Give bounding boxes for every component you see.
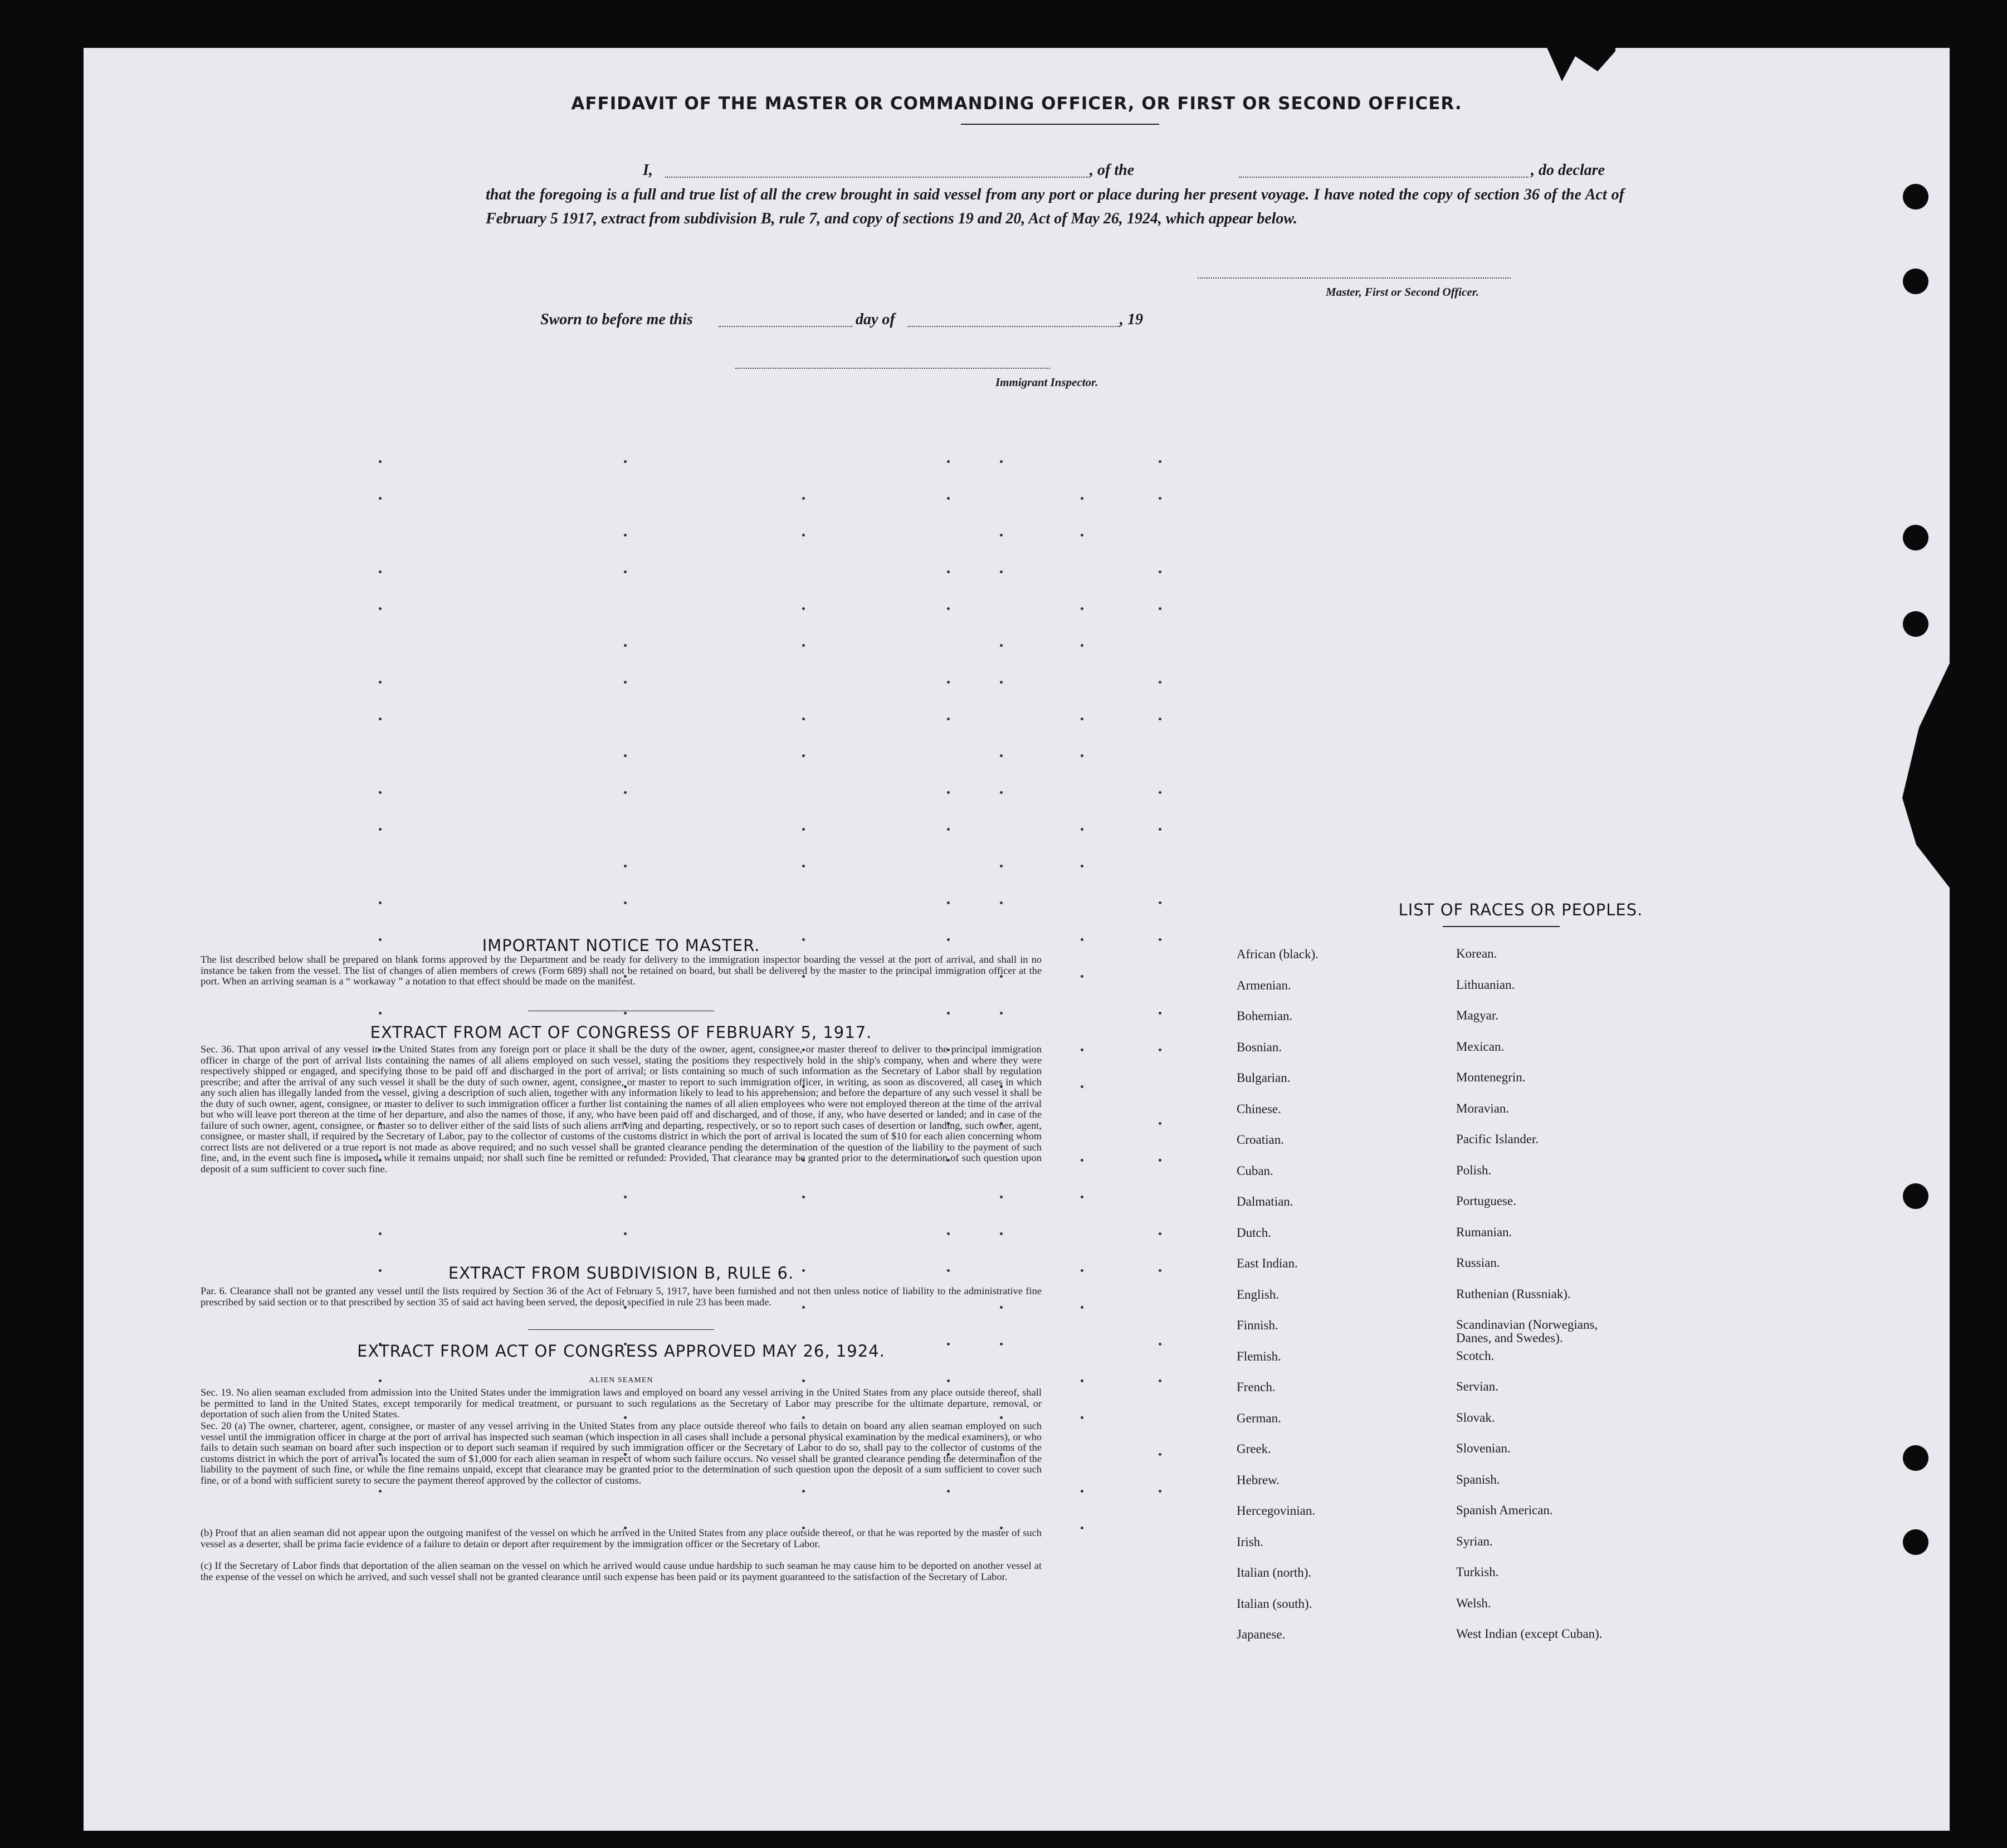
rule-6-divider — [528, 1329, 714, 1330]
faint-dot — [947, 1232, 950, 1235]
faint-dot — [1081, 1196, 1083, 1198]
faint-dot — [947, 571, 950, 573]
faint-dot — [947, 607, 950, 610]
race-item: Hebrew. — [1237, 1472, 1280, 1487]
rule-6-title: EXTRACT FROM SUBDIVISION B, RULE 6. — [448, 1264, 794, 1283]
race-item: Finnish. — [1237, 1318, 1278, 1332]
race-item: Chinese. — [1237, 1101, 1281, 1116]
faint-dot — [1159, 571, 1161, 573]
faint-dot — [802, 534, 805, 537]
race-item: Spanish. — [1456, 1472, 1500, 1486]
signature-blank[interactable] — [1198, 277, 1511, 279]
race-item: Bosnian. — [1237, 1040, 1282, 1054]
faint-dot — [947, 828, 950, 831]
faint-dot — [379, 791, 382, 794]
inspector-signature-blank[interactable] — [735, 368, 1050, 369]
race-item: Italian (north). — [1237, 1566, 1312, 1579]
punch-hole — [1903, 1183, 1928, 1209]
faint-dot — [1081, 1159, 1083, 1162]
races-title: LIST OF RACES OR PEOPLES. — [1398, 900, 1643, 919]
faint-dot — [1159, 460, 1161, 463]
faint-dot — [1081, 828, 1083, 831]
race-item: Hercegovinian. — [1237, 1504, 1316, 1518]
race-item: Dalmatian. — [1237, 1194, 1293, 1208]
race-item: Slovak. — [1456, 1410, 1495, 1425]
race-item: Italian (south). — [1237, 1596, 1312, 1611]
faint-dot — [1000, 460, 1003, 463]
extract-1917-body: Sec. 36. That upon arrival of any vessel in the United States from any foreign port or place it shall be the duty of the owner, agent, consignee, or master thereof to deliver to the principal immigration officer in charge of the port of arrival lists containing the names of all aliens employed on such vessel, stating the positions they respectively hold in the ship's company, when and where they were respectively shipped or engaged, and specifying those to be paid off and discharged in the port of arrival; or lists containing so much of such information as the Secretary of Labor shall by regulation prescribe; and after the arrival of any such vessel it shall be the duty of such owner, agent, consignee, or master to report to such immigration officer, in writing, as soon as discovered, all cases in which any such alien has illegally landed from the vessel, giving a description of such alien, together with any information likely to lead to his apprehension; and before the departure of any such vessel it shall be the duty of such owner, agent, consignee, or master to deliver to such immigration officer a further list containing the names of all alien employees who were not employed thereon at the time of the arrival but who will leave port thereon at the time of her departure, and also the names of those, if any, who have been paid off and discharged, and of those, if any, who have deserted or landed; and in case of the failure of such owner, agent, consignee, or master so to deliver either of the said lists of such aliens arriving and departing, respectively, or so to report such cases of desertion or landing, such owner, agent, consignee, or master shall, if required by the Secretary of Labor, pay to the collector of customs of the customs district in which the port of arrival is located the sum of $10 for each alien concerning whom correct lists are not delivered or a true report is not made as above required; and no such vessel shall be granted clearance pending the determination of the question of the liability to the payment of such fine, and, in the event such fine is imposed, while it remains unpaid; nor shall such fine be remitted or refunded: Provided, That clearance may be granted prior to the determination of such question upon deposit of a sum sufficient to cover such fine. — [201, 1044, 1042, 1174]
faint-dot — [1081, 865, 1083, 867]
name-blank[interactable] — [665, 177, 1088, 178]
race-item: Mexican. — [1456, 1039, 1505, 1054]
race-item: West Indian (except Cuban). — [1456, 1627, 1603, 1641]
faint-dot — [624, 644, 627, 647]
race-item: Welsh. — [1456, 1596, 1491, 1610]
race-item: Ruthenian (Russniak). — [1456, 1286, 1571, 1301]
extract-1924-title: EXTRACT FROM ACT OF CONGRESS APPROVED MAY 26, 1924. — [357, 1342, 885, 1361]
faint-dot — [947, 791, 950, 794]
punch-hole — [1903, 611, 1928, 637]
faint-dot — [1159, 718, 1161, 720]
faint-dot — [802, 754, 805, 757]
faint-dot — [379, 460, 382, 463]
faint-dot — [947, 497, 950, 500]
faint-dot — [1081, 754, 1083, 757]
corner-mark: 3 — [1922, 1722, 1933, 1747]
declaration-of-the: , of the — [1090, 162, 1135, 179]
faint-dot — [802, 607, 805, 610]
faint-dot — [1000, 901, 1003, 904]
faint-dot — [947, 718, 950, 720]
race-item: English. — [1237, 1287, 1280, 1301]
declaration-I: I, — [643, 162, 653, 179]
faint-dot — [1159, 1122, 1161, 1125]
faint-dot — [379, 497, 382, 500]
race-item: Bohemian. — [1237, 1009, 1293, 1023]
faint-dot — [1081, 1527, 1083, 1529]
race-item: Cuban. — [1237, 1163, 1273, 1178]
declaration-body: that the foregoing is a full and true list of all the crew brought in said vessel from any port or place during her present voyage. I have noted the copy of section 36 of the Act of February 5 1917, extract from subdivision B, rule 7, and copy of sections 19 and 20, Act of May 26, 1924, which appear below. — [486, 186, 1624, 227]
faint-dot — [1081, 1490, 1083, 1493]
faint-dot — [624, 1012, 627, 1015]
faint-dot — [379, 718, 382, 720]
race-item: Servian. — [1456, 1379, 1499, 1393]
extract-1924-sec20a: Sec. 20 (a) The owner, charterer, agent, consignee, or master of any vessel arriving in the United States from any place outside thereof who fails to detain on board any alien seaman employed on such vessel until the immigration officer in charge at the port of arrival has inspected such seaman (which inspection in all cases shall include a personal physical examination by the medical examiners), or who fails to detain such seaman on board after such inspection or to deport such seaman if required by such immigration officer or the Secretary of Labor to do so, shall pay to the collector of customs of the customs district in which the port of arrival is located the sum of $1,000 for each alien seaman in respect of whom such failure occurs. No vessel shall be granted clearance pending the determination of the liability to the payment of such fine, or while the fine remains unpaid, except that clearance may be granted prior to the determination of such question upon the deposit of a sum sufficient to cover such fine, or of a bond with sufficient surety to secure the payment thereof approved by the collector of customs. — [201, 1420, 1042, 1486]
vessel-blank[interactable] — [1239, 177, 1529, 178]
faint-dot — [379, 607, 382, 610]
race-item: Korean. — [1456, 947, 1497, 960]
faint-dot — [624, 534, 627, 537]
faint-dot — [379, 1490, 382, 1493]
faint-dot — [1000, 571, 1003, 573]
faint-dot — [1081, 1379, 1083, 1382]
faint-dot — [379, 681, 382, 684]
race-item: Bulgarian. — [1237, 1071, 1291, 1085]
race-item: Russian. — [1456, 1256, 1500, 1270]
faint-dot — [802, 644, 805, 647]
punch-hole — [1903, 1445, 1928, 1471]
faint-dot — [1000, 791, 1003, 794]
race-item: Moravian. — [1456, 1101, 1510, 1115]
faint-dot — [624, 1196, 627, 1198]
faint-dot — [1081, 1049, 1083, 1051]
race-item: Magyar. — [1456, 1008, 1499, 1022]
faint-dot — [947, 460, 950, 463]
sworn-day-of: day of — [856, 311, 895, 328]
faint-dot — [1081, 1306, 1083, 1309]
race-item: Armenian. — [1237, 978, 1291, 992]
race-item: French. — [1237, 1380, 1276, 1394]
faint-dot — [379, 1012, 382, 1015]
faint-dot — [802, 828, 805, 831]
faint-dot — [947, 1012, 950, 1015]
faint-dot — [624, 571, 627, 573]
title-underline — [961, 124, 1159, 125]
faint-dot — [1081, 1416, 1083, 1419]
faint-dot — [1081, 1269, 1083, 1272]
sworn-prefix: Sworn to before me this — [540, 311, 693, 328]
sworn-month-blank[interactable] — [908, 326, 1120, 327]
race-item: Greek. — [1237, 1442, 1271, 1456]
race-item: Syrian. — [1456, 1534, 1493, 1548]
faint-dot — [624, 460, 627, 463]
faint-dot — [1000, 681, 1003, 684]
race-item: Flemish. — [1237, 1349, 1281, 1363]
inspector-caption: Immigrant Inspector. — [995, 376, 1098, 389]
race-item: Turkish. — [1456, 1565, 1499, 1579]
punch-hole — [1903, 525, 1928, 550]
signature-caption: Master, First or Second Officer. — [1326, 285, 1479, 299]
faint-dot — [379, 901, 382, 904]
race-item: Japanese. — [1237, 1627, 1286, 1641]
faint-dot — [802, 1196, 805, 1198]
race-item: Lithuanian. — [1456, 977, 1515, 992]
race-item: East Indian. — [1237, 1256, 1298, 1270]
faint-dot — [1159, 607, 1161, 610]
race-item: Portuguese. — [1456, 1194, 1516, 1208]
faint-dot — [1159, 1379, 1161, 1382]
faint-dot — [947, 1490, 950, 1493]
faint-dot — [624, 865, 627, 867]
extract-1917-title: EXTRACT FROM ACT OF CONGRESS OF FEBRUARY 5, 1917. — [370, 1023, 872, 1042]
faint-dot — [1081, 975, 1083, 978]
races-underline — [1443, 926, 1560, 927]
faint-dot — [379, 828, 382, 831]
faint-dot — [1000, 754, 1003, 757]
race-item: Croatian. — [1237, 1133, 1284, 1147]
faint-dot — [1159, 1490, 1161, 1493]
faint-dot — [1081, 497, 1083, 500]
faint-dot — [1159, 1343, 1161, 1345]
faint-dot — [1159, 1269, 1161, 1272]
faint-dot — [1159, 1012, 1161, 1015]
extract-1924-sec20b: (b) Proof that an alien seaman did not appear upon the outgoing manifest of the vessel on which he arrived in the United States from any place outside thereof, or that he was reported by the master of such vessel as a deserter, shall be prima facie evidence of a failure to detain or deport after requirement by the immigration officer or the Secretary of Labor. — [201, 1527, 1042, 1549]
alien-seamen-subtitle: ALIEN SEAMEN — [589, 1376, 653, 1384]
race-item: Rumanian. — [1456, 1225, 1512, 1239]
faint-dot — [1081, 1085, 1083, 1088]
faint-dot — [1159, 497, 1161, 500]
faint-dot — [379, 1232, 382, 1235]
faint-dot — [802, 1490, 805, 1493]
faint-dot — [1159, 901, 1161, 904]
faint-dot — [1081, 534, 1083, 537]
faint-dot — [802, 865, 805, 867]
faint-dot — [1159, 1453, 1161, 1456]
faint-dot — [802, 497, 805, 500]
faint-dot — [1000, 1232, 1003, 1235]
faint-dot — [1000, 534, 1003, 537]
race-item: Slovenian. — [1456, 1441, 1511, 1455]
faint-dot — [1159, 1159, 1161, 1162]
faint-dot — [624, 901, 627, 904]
race-item: Dutch. — [1237, 1225, 1271, 1240]
faint-dot — [1159, 681, 1161, 684]
faint-dot — [1000, 1196, 1003, 1198]
punch-hole — [1903, 1529, 1928, 1555]
faint-dot — [1159, 828, 1161, 831]
faint-dot — [1159, 791, 1161, 794]
race-item: Pacific Islander. — [1456, 1132, 1539, 1146]
faint-dot — [1000, 1012, 1003, 1015]
race-item: Montenegrin. — [1456, 1070, 1526, 1084]
faint-dot — [1000, 644, 1003, 647]
extract-1924-sec19: Sec. 19. No alien seaman excluded from admission into the United States under the immigration laws and employed on board any vessel arriving in the United States from any place outside thereof, shall be permitted to land in the United States, except temporarily for medical treatment, or pursuant to such regulations as the Secretary of Labor may prescribe for the ultimate departure, removal, or deportation of such alien from the United States. — [201, 1387, 1042, 1420]
race-item: Spanish American. — [1456, 1503, 1553, 1517]
document-sheet — [84, 48, 1950, 1831]
faint-dot — [1081, 607, 1083, 610]
race-item: Polish. — [1456, 1163, 1492, 1177]
faint-dot — [1159, 1232, 1161, 1235]
race-item: Scotch. — [1456, 1348, 1495, 1363]
faint-dot — [1081, 718, 1083, 720]
race-item: Irish. — [1237, 1534, 1263, 1549]
notice-title: IMPORTANT NOTICE TO MASTER. — [482, 936, 760, 955]
race-item: German. — [1237, 1411, 1281, 1425]
sworn-day-blank[interactable] — [719, 326, 852, 327]
faint-dot — [624, 681, 627, 684]
faint-dot — [1081, 938, 1083, 941]
race-item: African (black). — [1237, 947, 1319, 961]
sworn-year: , 19 — [1120, 311, 1143, 328]
faint-dot — [1159, 938, 1161, 941]
faint-dot — [1159, 1049, 1161, 1051]
faint-dot — [947, 681, 950, 684]
extract-1924-sec20c: (c) If the Secretary of Labor finds that deportation of the alien seaman on the vessel on which he arrived would cause undue hardship to such seaman he may cause him to be deported on another vessel at the expense of the vessel on which he arrived, and such vessel shall not be granted clearance until such expense has been paid or its payment guaranteed to the satisfaction of the Secretary of Labor. — [201, 1560, 1042, 1582]
declaration-line-1 — [555, 158, 1624, 183]
faint-dot — [624, 791, 627, 794]
faint-dot — [947, 901, 950, 904]
faint-dot — [624, 1232, 627, 1235]
faint-dot — [802, 718, 805, 720]
race-item: Scandinavian (Norwegians, Danes, and Swedes). — [1456, 1318, 1598, 1345]
declaration-do-declare: , do declare — [1531, 162, 1605, 179]
faint-dot — [1081, 644, 1083, 647]
faint-dot — [379, 571, 382, 573]
faint-dot — [624, 754, 627, 757]
affidavit-title: AFFIDAVIT OF THE MASTER OR COMMANDING OFFICER, OR FIRST OR SECOND OFFICER. — [571, 94, 1462, 114]
punch-hole — [1903, 269, 1928, 294]
notice-body: The list described below shall be prepared on blank forms approved by the Department and be ready for delivery to the immigration inspector boarding the vessel at the port of arrival, and shall in no instance be taken from the vessel. The list of changes of alien members of crews (Form 689) shall not be retained on board, but shall be delivered by the master to the principal immigration officer at the port. When an arriving seaman is a “ workaway ” a notation to that effect should be made on the manifest. — [201, 954, 1042, 987]
punch-hole — [1903, 184, 1928, 209]
rule-6-body: Par. 6. Clearance shall not be granted any vessel until the lists required by Section 36 of the Act of February 5, 1917, have been furnished and not then unless notice of liability to the administrative fine prescribed by said section or to that prescribed by section 35 of said act having been served, the deposit specified in rule 23 has been made. — [201, 1285, 1042, 1308]
faint-dot — [1000, 865, 1003, 867]
sworn-line — [540, 308, 1264, 332]
